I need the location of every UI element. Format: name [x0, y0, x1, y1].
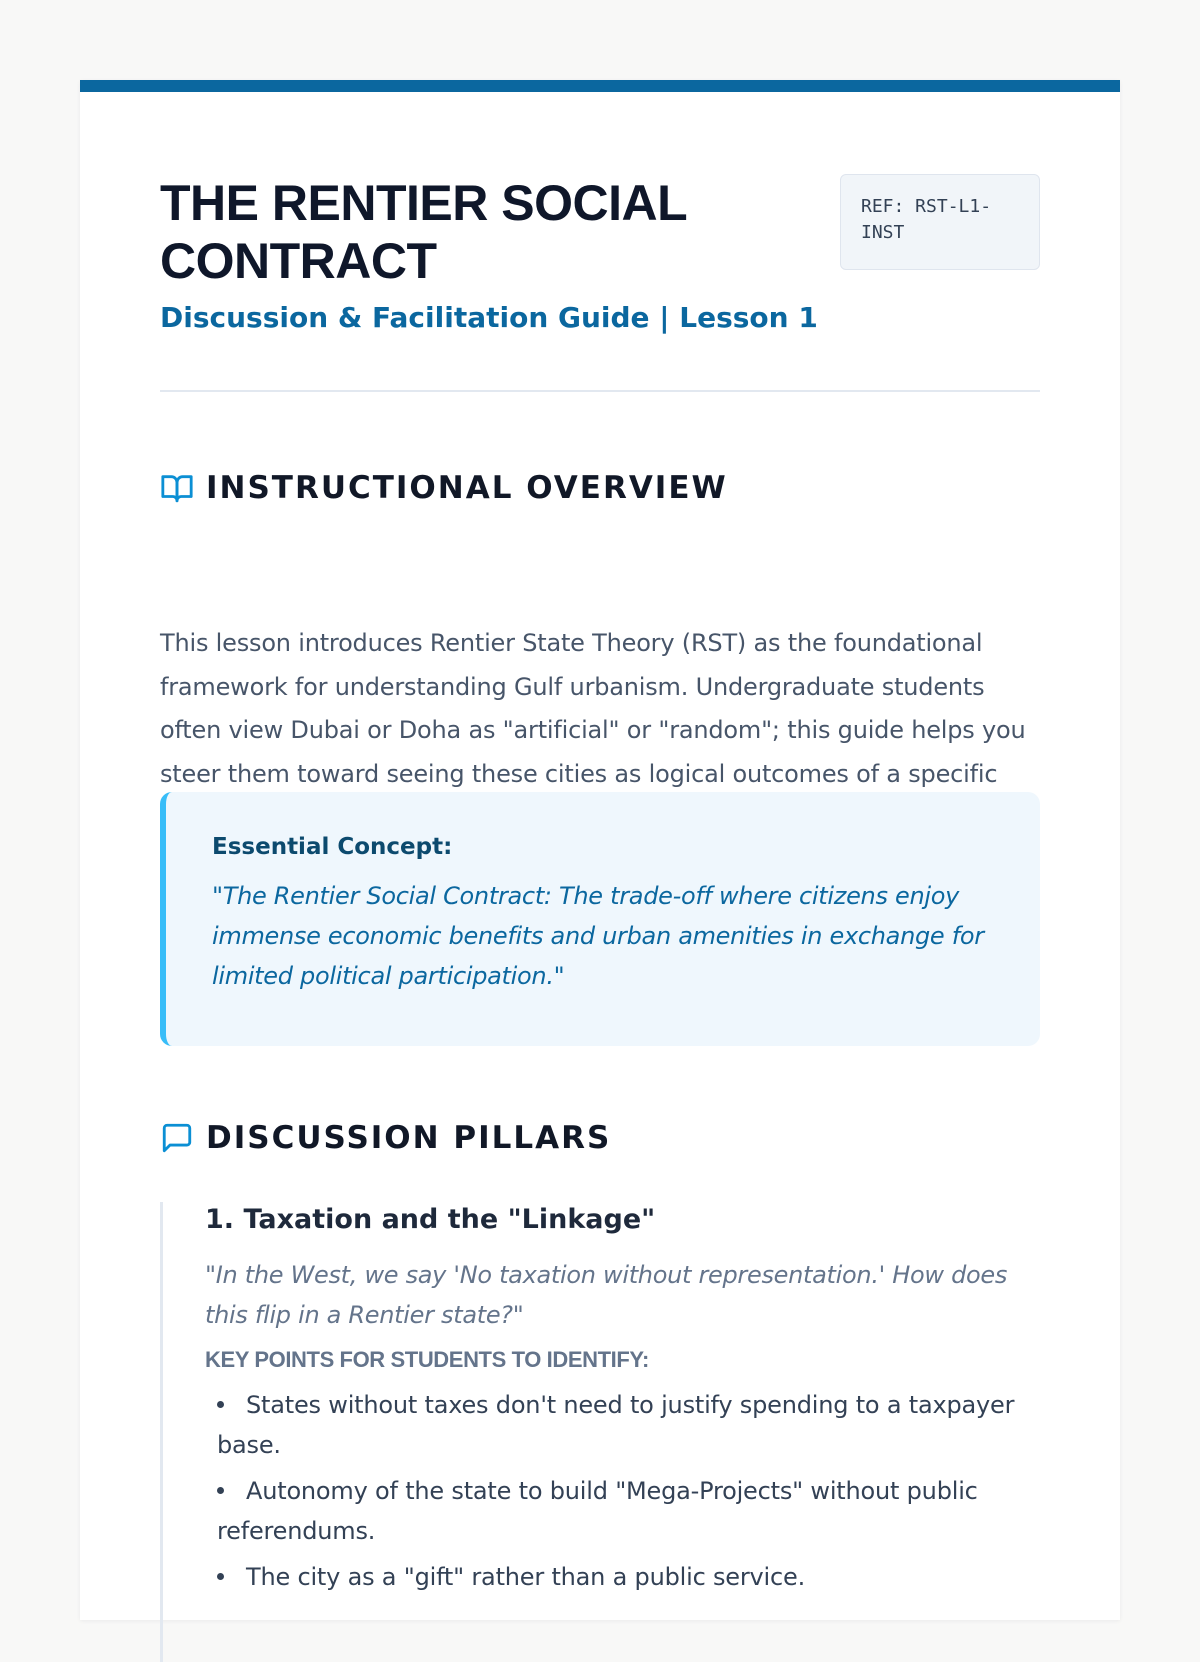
callout-label: Essential Concept: [212, 834, 453, 860]
pillars-heading: DISCUSSION PILLARS [206, 1120, 612, 1156]
page-title: THE RENTIER SOCIAL CONTRACT [160, 175, 687, 289]
guide-card [80, 80, 1120, 1620]
key-point [205, 1557, 1040, 1597]
page-subtitle: Discussion & Facilitation Guide | Lesson 1 [160, 301, 818, 334]
bullet-icon [217, 1487, 224, 1494]
pillars-heading-row [160, 1120, 611, 1156]
header [160, 92, 1040, 392]
overview-text: This lesson introduces Rentier State Theory (RST) as the foundational framework for understanding Gulf urbanism. Undergraduate students often view Dubai or Doha as "artificial" or "random"; this guide helps you steer them toward seeing these cities as logical outcomes of a specific [160, 629, 1026, 788]
bullet-icon [217, 1401, 224, 1408]
key-points-label: KEY POINTS FOR STUDENTS TO IDENTIFY: [205, 1347, 649, 1372]
key-point-text: The city as a "gift" rather than a public service. [246, 1563, 805, 1591]
bullet-icon [217, 1573, 224, 1580]
pillar-question: "In the West, we say 'No taxation without representation.' How does this flip in a Rentier state?" [205, 1261, 1008, 1329]
key-points-list [205, 1385, 1040, 1597]
discussion-pillar [160, 1202, 1040, 1662]
message-square-icon [160, 1121, 194, 1155]
book-open-icon [160, 471, 194, 505]
reference-badge: REF: RST-L1-INST [840, 174, 1040, 270]
overview-heading: INSTRUCTIONAL OVERVIEW [206, 470, 728, 506]
guide-content [160, 92, 1040, 1591]
key-point [205, 1385, 1040, 1465]
key-point [205, 1471, 1040, 1551]
pillar-title: 1. Taxation and the "Linkage" [205, 1204, 656, 1235]
essential-concept-callout [160, 792, 1040, 1046]
key-point-text: States without taxes don't need to justify spending to a taxpayer base. [217, 1391, 1015, 1459]
overview-heading-row [160, 470, 728, 506]
key-point-text: Autonomy of the state to build "Mega-Projects" without public referendums. [217, 1477, 978, 1545]
callout-quote: "The Rentier Social Contract: The trade-off where citizens enjoy immense economic benefits and urban amenities in exchange for limited political participation." [212, 882, 984, 990]
